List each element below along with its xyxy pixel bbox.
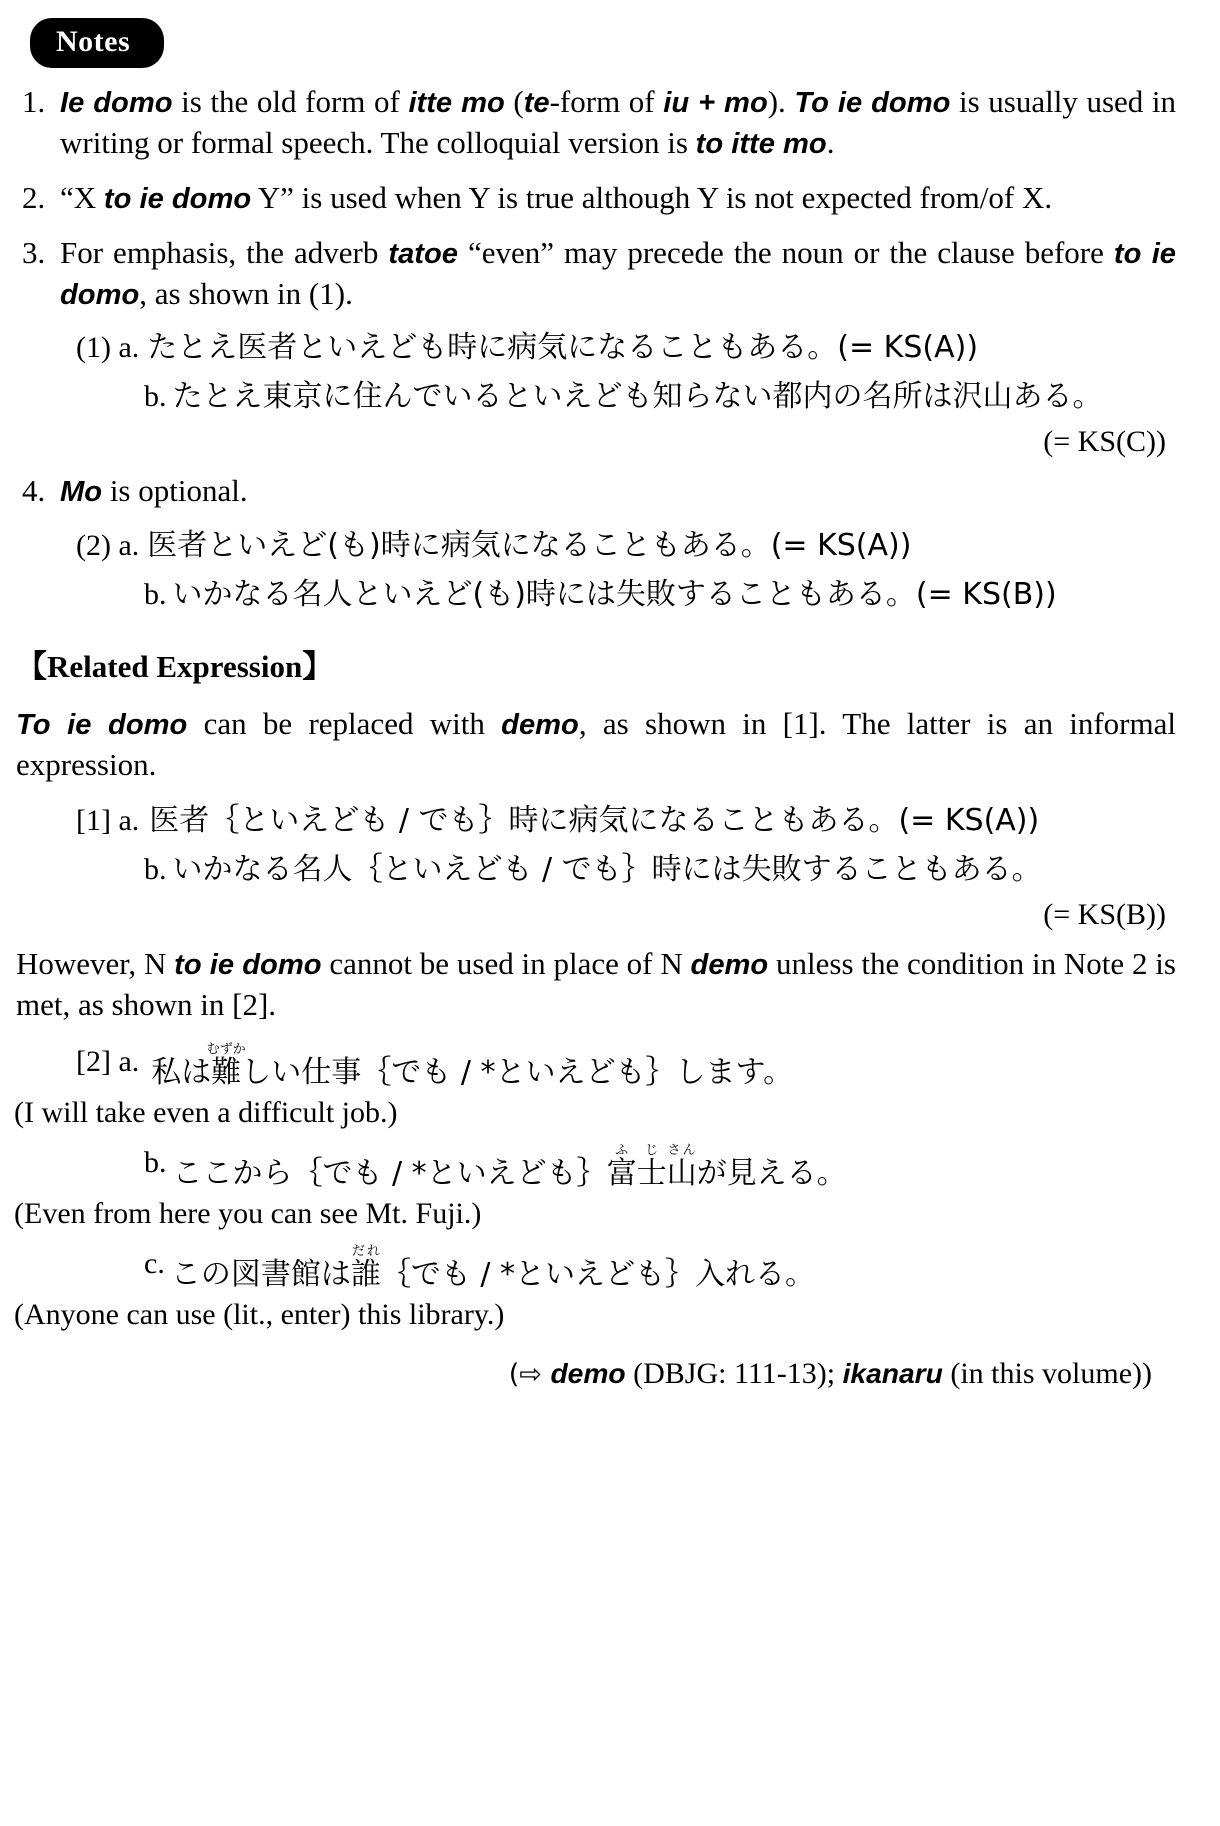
note-segment: to ie domo <box>60 237 1176 311</box>
ruby-base: 難 <box>206 1054 246 1090</box>
example-label: [2] a. <box>76 1044 140 1078</box>
note-segment: ( <box>504 84 524 119</box>
note-text <box>60 233 1176 315</box>
note-item <box>14 471 1176 512</box>
example-japanese: たとえ医者といえども時に病気になることもある。(= KS(A)) <box>147 330 979 366</box>
example-label: (2) a. <box>76 529 140 563</box>
ruby-text: だれ <box>350 1243 381 1259</box>
note-segment: is usually used in writing or formal speech. The colloquial version is <box>60 84 1176 160</box>
note-text <box>60 178 1176 219</box>
note-segment: Ie domo <box>60 87 173 119</box>
cross-reference-term[interactable]: ikanaru <box>842 1356 943 1389</box>
related-expression-intro <box>16 704 1176 785</box>
cross-reference-footer <box>14 1357 1152 1391</box>
ruby-base: 士 <box>636 1155 667 1191</box>
japanese-text: ここから｛でも / *といえども｝ <box>172 1155 607 1191</box>
ruby-annotation <box>636 1142 667 1191</box>
japanese-text: しい仕事｛でも / *といえども｝します。 <box>241 1054 794 1090</box>
note-segment: To ie domo <box>794 87 951 119</box>
ruby-annotation <box>350 1243 381 1292</box>
note-item <box>14 178 1176 219</box>
example-line <box>76 526 1176 567</box>
example-line <box>144 1143 1176 1195</box>
example-label: b. <box>144 1145 167 1179</box>
ruby-annotation <box>606 1142 637 1191</box>
note-item <box>14 82 1176 164</box>
note-segment: to ie domo <box>103 182 252 215</box>
example-japanese: いかなる名人といえど(も)時には失敗することもある。(= KS(B)) <box>172 576 1057 612</box>
note-number: 4. <box>22 473 46 509</box>
note-segment: ). <box>767 84 795 119</box>
note-segment: Mo <box>60 476 103 509</box>
however-segment: cannot be used in place of N <box>321 946 691 982</box>
japanese-text: この図書館は <box>170 1256 351 1292</box>
ruby-text: さん <box>666 1142 697 1158</box>
note-item <box>14 233 1176 315</box>
note-segment: Y” is used when Y is true although Y is not expected from/of X. <box>251 179 1053 215</box>
intro-segment: can be replaced with <box>187 706 502 742</box>
example-label: c. <box>144 1246 165 1280</box>
japanese-text: ｛でも / *といえども｝入れる。 <box>380 1256 816 1292</box>
cross-reference-mid: (DBJG: 111-13); <box>625 1356 843 1390</box>
note-segment: to itte mo <box>695 127 827 160</box>
note-segment: is optional. <box>102 473 248 509</box>
ruby-text: ふ <box>606 1142 637 1158</box>
example-reference: (= KS(C)) <box>1043 425 1166 459</box>
notes-header-pill: Notes <box>30 18 164 68</box>
ruby-text: むずか <box>206 1041 246 1057</box>
example-japanese <box>151 1042 1176 1094</box>
ruby-text: じ <box>636 1142 667 1158</box>
example-label: b. <box>144 852 167 886</box>
example-japanese: たとえ東京に住んでいるといえども知らない都内の名所は沢山ある。 <box>172 378 1103 414</box>
note-segment: tatoe <box>388 237 458 270</box>
intro-segment: demo <box>501 709 579 742</box>
example-japanese: いかなる名人｛といえども / でも｝時には失敗することもある。 <box>172 851 1042 887</box>
example-line <box>144 850 1176 891</box>
note-text <box>60 471 1176 512</box>
japanese-text: が見える。 <box>696 1155 847 1191</box>
example-label: b. <box>144 577 167 611</box>
note-number: 2. <box>22 179 46 215</box>
ruby-base: 富 <box>606 1155 637 1191</box>
intro-segment: , as shown in [1]. The latter is an informal expression. <box>16 706 1176 783</box>
note-segment: “X <box>60 179 104 215</box>
note-segment: , as shown in (1). <box>139 275 353 311</box>
note-segment: -form of <box>549 84 664 119</box>
example-label: b. <box>144 379 167 413</box>
cross-reference-tail: (in this volume)) <box>942 1356 1152 1390</box>
however-segment: unless the condition in Note 2 is met, as shown in [2]. <box>16 946 1176 1023</box>
note-segment: “even” may precede the noun or the clause before <box>457 234 1114 270</box>
however-segment: demo <box>690 949 769 982</box>
example-japanese <box>173 1143 1177 1195</box>
example-line <box>76 1042 1176 1094</box>
arrow-icon: (⇨ <box>508 1358 551 1390</box>
example-reference: (= KS(B)) <box>1043 898 1166 932</box>
example-line <box>144 1244 1176 1296</box>
example-label: (1) a. <box>76 331 140 365</box>
ruby-annotation <box>666 1142 697 1191</box>
however-paragraph <box>16 944 1176 1025</box>
ruby-annotation <box>206 1041 246 1090</box>
note-segment: . <box>826 124 835 160</box>
note-number: 1. <box>22 84 46 119</box>
note-segment: For emphasis, the adverb <box>60 234 389 270</box>
note-text <box>60 82 1176 164</box>
note-number: 3. <box>22 234 46 270</box>
example-line <box>76 328 1176 369</box>
example-gloss: (Even from here you can see Mt. Fuji.) <box>14 1197 482 1231</box>
example-line <box>144 377 1176 418</box>
note-segment: itte mo <box>408 87 505 119</box>
ruby-base: 誰 <box>350 1256 381 1292</box>
cross-reference-term[interactable]: demo <box>550 1356 626 1389</box>
example-japanese <box>171 1244 1176 1296</box>
example-line <box>144 575 1176 616</box>
related-expression-heading: 【Related Expression】 <box>16 649 334 685</box>
however-segment: However, N <box>16 946 175 982</box>
example-japanese: 医者といえど(も)時に病気になることもある。(= KS(A)) <box>147 528 912 564</box>
however-segment: to ie domo <box>174 949 322 982</box>
example-label: [1] a. <box>76 804 140 838</box>
note-segment: is the old form of <box>172 84 409 119</box>
example-japanese: 医者｛といえども / でも｝時に病気になることもある。(= KS(A)) <box>149 803 1040 839</box>
japanese-text: 私は <box>151 1054 212 1090</box>
example-gloss: (Anyone can use (lit., enter) this library.) <box>14 1298 505 1332</box>
example-gloss: (I will take even a difficult job.) <box>14 1096 398 1130</box>
note-segment: iu + mo <box>663 87 768 119</box>
ruby-base: 山 <box>666 1155 697 1191</box>
intro-segment: To ie domo <box>16 709 188 742</box>
note-segment: te <box>523 87 550 119</box>
example-line <box>76 801 1176 842</box>
